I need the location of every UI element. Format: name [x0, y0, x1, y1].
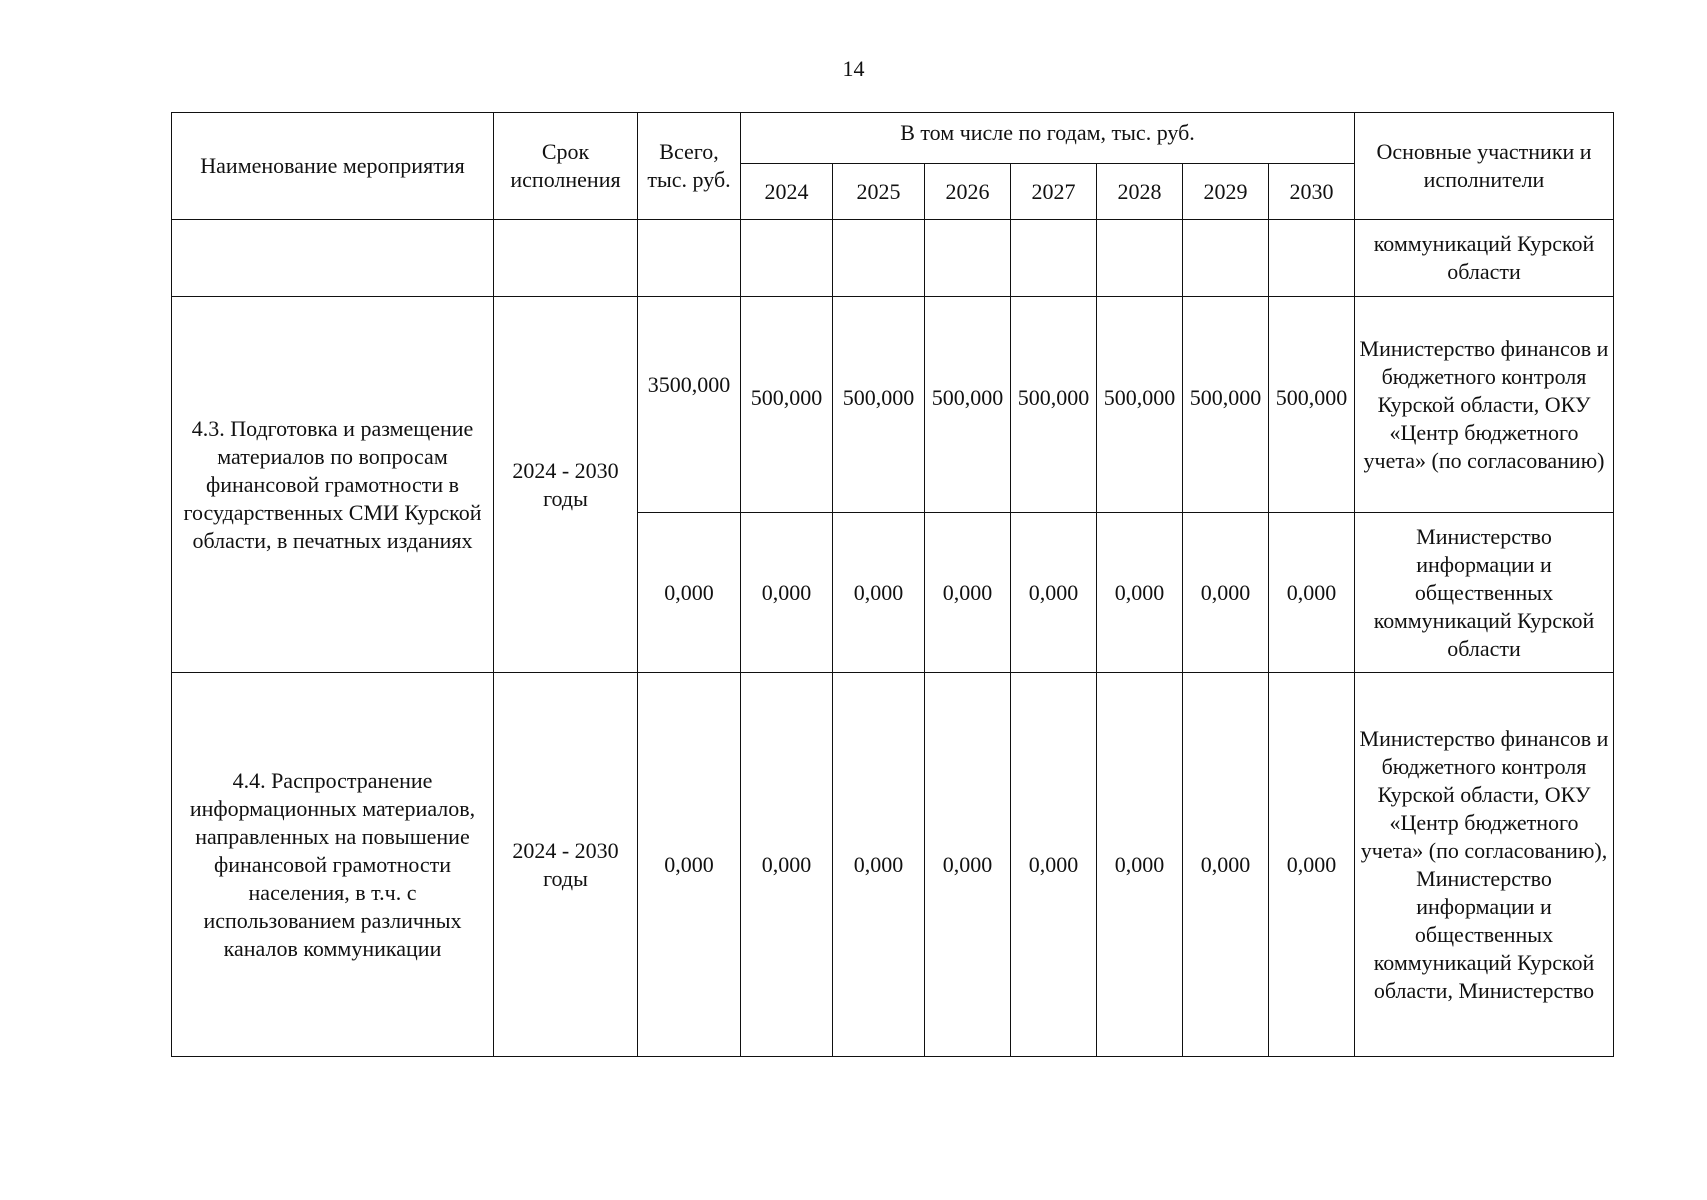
cell-empty	[494, 220, 638, 297]
cell-year-value: 0,000	[925, 513, 1011, 673]
cell-year-value: 0,000	[1011, 673, 1097, 1057]
cell-empty	[1183, 220, 1269, 297]
header-year: 2029	[1183, 164, 1269, 220]
cell-year-value: 0,000	[1097, 673, 1183, 1057]
cell-term: 2024 - 2030 годы	[494, 297, 638, 673]
cell-total: 3500,000	[638, 297, 741, 513]
cell-participants: Министерство информации и общественных коммуникаций Курской области	[1355, 513, 1614, 673]
cell-year-value: 500,000	[1269, 297, 1355, 513]
cell-year-value: 500,000	[925, 297, 1011, 513]
cell-empty	[638, 220, 741, 297]
cell-empty	[833, 220, 925, 297]
cell-participants: Министерство финансов и бюджетного контроля Курской области, ОКУ «Центр бюджетного учета» (по согласованию), Министерство информации и общественных коммуникаций Курской области, Министерство	[1355, 673, 1614, 1057]
cell-year-value: 500,000	[1183, 297, 1269, 513]
cell-empty	[172, 220, 494, 297]
cell-term: 2024 - 2030 годы	[494, 673, 638, 1057]
cell-year-value: 500,000	[1011, 297, 1097, 513]
cell-total: 0,000	[638, 513, 741, 673]
header-total: Всего, тыс. руб.	[638, 113, 741, 220]
table-row-4-4	[172, 673, 1614, 1057]
page-number: 14	[842, 56, 865, 81]
cell-year-value: 0,000	[925, 673, 1011, 1057]
budget-table	[171, 112, 1614, 1057]
cell-year-value: 500,000	[833, 297, 925, 513]
header-year: 2026	[925, 164, 1011, 220]
header-by-years: В том числе по годам, тыс. руб.	[741, 113, 1355, 164]
header-participants: Основные участники и исполнители	[1355, 113, 1614, 220]
header-year: 2027	[1011, 164, 1097, 220]
cell-empty	[1097, 220, 1183, 297]
cell-participants: Министерство финансов и бюджетного контроля Курской области, ОКУ «Центр бюджетного учета» (по согласованию)	[1355, 297, 1614, 513]
cell-year-value: 0,000	[1183, 673, 1269, 1057]
table-row-continuation	[172, 220, 1614, 297]
cell-year-value: 0,000	[741, 673, 833, 1057]
cell-year-value: 0,000	[1183, 513, 1269, 673]
cell-empty	[925, 220, 1011, 297]
header-year: 2025	[833, 164, 925, 220]
cell-year-value: 0,000	[1097, 513, 1183, 673]
cell-empty	[741, 220, 833, 297]
cell-year-value: 500,000	[741, 297, 833, 513]
cell-year-value: 0,000	[1269, 673, 1355, 1057]
cell-empty	[1269, 220, 1355, 297]
header-name: Наименование мероприятия	[172, 113, 494, 220]
header-year: 2024	[741, 164, 833, 220]
cell-year-value: 0,000	[741, 513, 833, 673]
cell-activity-name: 4.3. Подготовка и размещение материалов по вопросам финансовой грамотности в государственных СМИ Курской области, в печатных изданиях	[172, 297, 494, 673]
cell-year-value: 0,000	[1011, 513, 1097, 673]
cell-total: 0,000	[638, 673, 741, 1057]
cell-activity-name: 4.4. Распространение информационных материалов, направленных на повышение финансовой грамотности населения, в т.ч. с использованием различных каналов коммуникации	[172, 673, 494, 1057]
header-term: Срок исполнения	[494, 113, 638, 220]
cell-year-value: 0,000	[833, 673, 925, 1057]
header-year: 2028	[1097, 164, 1183, 220]
cell-empty	[1011, 220, 1097, 297]
cell-year-value: 0,000	[1269, 513, 1355, 673]
cell-year-value: 500,000	[1097, 297, 1183, 513]
header-row-1	[172, 113, 1614, 164]
cell-participants: коммуникаций Курской области	[1355, 220, 1614, 297]
table-row-4-3-a	[172, 297, 1614, 513]
cell-year-value: 0,000	[833, 513, 925, 673]
header-year: 2030	[1269, 164, 1355, 220]
